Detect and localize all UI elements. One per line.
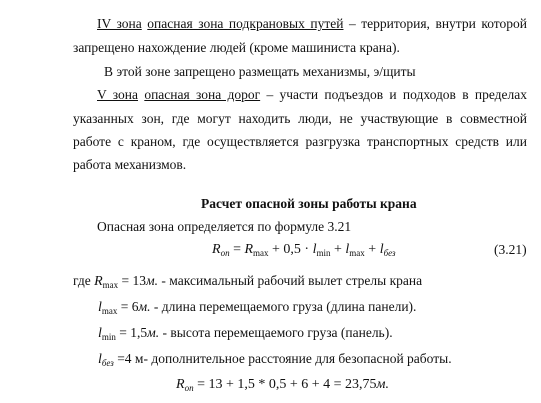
zone-v-description: – участи подъездов и подходов в пределах <box>260 87 528 102</box>
formula-rmax-symbol: R <box>244 242 254 257</box>
definition-rmax-symbol: R <box>94 274 103 289</box>
formula-rmax-subscript: max <box>253 248 269 258</box>
paragraph-mechanisms: В этой зоне запрещено размещать механизмы, э/щиты <box>104 64 416 79</box>
result-unit: м. <box>376 377 389 392</box>
definition-rmax-unit: м. <box>146 273 159 288</box>
definition-lbez-text: - дополнительное расстояние для безопасной работы. <box>143 351 452 366</box>
zone-iv-label: IV зона <box>97 16 142 31</box>
definition-lmax <box>98 299 416 319</box>
result-formula <box>176 377 389 396</box>
formula-plus-3: + <box>364 242 380 257</box>
definition-lmax-value: = 6 <box>117 299 139 314</box>
formula-plus-2: + <box>330 242 346 257</box>
formula-lmax-symbol: l <box>345 242 350 257</box>
formula-r-subscript: оп <box>220 248 230 258</box>
formula-equals: = <box>229 242 245 257</box>
definition-rmax-text: - максимальный рабочий вылет стрелы крана <box>158 273 423 288</box>
definition-lmin-subscript: min <box>101 332 116 342</box>
definition-lmax-text: - длина перемещаемого груза (длина панели). <box>150 299 417 314</box>
formula-r-symbol: R <box>212 242 221 257</box>
definition-lmin-unit: м. <box>147 325 160 340</box>
zone-iv-description: – территория, внутри которой <box>343 16 528 31</box>
result-expression: = 13 + 1,5 * 0,5 + 6 + 4 = 23,75 <box>193 377 377 392</box>
formula-intro: Опасная зона определяется по формуле 3.21 <box>97 219 352 234</box>
formula-lmin-symbol: l <box>312 242 317 257</box>
result-r-symbol: R <box>176 377 185 392</box>
result-r-subscript: оп <box>184 383 194 393</box>
definition-lmin-symbol: l <box>98 326 102 341</box>
definition-lmax-unit: м. <box>138 299 151 314</box>
formula-term-1: + 0,5 · <box>268 242 313 257</box>
formula-lmax-subscript: max <box>349 248 365 258</box>
formula-lbez-subscript: без <box>383 248 396 258</box>
definition-lmin <box>98 325 393 345</box>
formula-lmin-subscript: min <box>316 248 331 258</box>
zone-iv-name: опасная зона подкрановых путей <box>147 16 344 31</box>
definition-lbez-subscript: без <box>101 358 114 368</box>
definition-lbez-symbol: l <box>98 352 102 367</box>
section-heading: Расчет опасной зоны работы крана <box>201 196 417 211</box>
zone-v-label: V зона <box>97 87 139 102</box>
zone-v-name: опасная зона дорог <box>144 87 261 102</box>
paragraph-zone-v-line1 <box>97 87 527 103</box>
paragraph-zone-iv-line1 <box>97 16 527 32</box>
definition-lbez <box>98 351 452 371</box>
formula-lbez-symbol: l <box>379 242 384 257</box>
definition-lmax-subscript: max <box>101 306 118 316</box>
paragraph-zone-v-line3: работе с краном, где осуществляется разгрузка транспортных средств или <box>73 134 527 149</box>
definition-rmax <box>73 273 422 293</box>
definition-lmin-value: = 1,5 <box>115 325 148 340</box>
formula-number: (3.21) <box>494 242 527 257</box>
paragraph-zone-v-line2: указанных зон, где могут находить люди, не участвующие в совместной <box>73 111 527 126</box>
definition-lmax-symbol: l <box>98 300 102 315</box>
definition-lmin-text: - высота перемещаемого груза (панель). <box>159 325 393 340</box>
definition-prefix: где <box>73 273 95 288</box>
definition-lbez-value: =4 м <box>113 351 144 366</box>
definition-rmax-value: = 13 <box>118 273 147 288</box>
formula-3-21 <box>212 242 396 261</box>
paragraph-zone-iv-line2: запрещено нахождение людей (кроме машиниста крана). <box>73 40 400 55</box>
paragraph-zone-v-line4: работа механизмов. <box>73 157 187 172</box>
definition-rmax-subscript: max <box>102 280 119 290</box>
